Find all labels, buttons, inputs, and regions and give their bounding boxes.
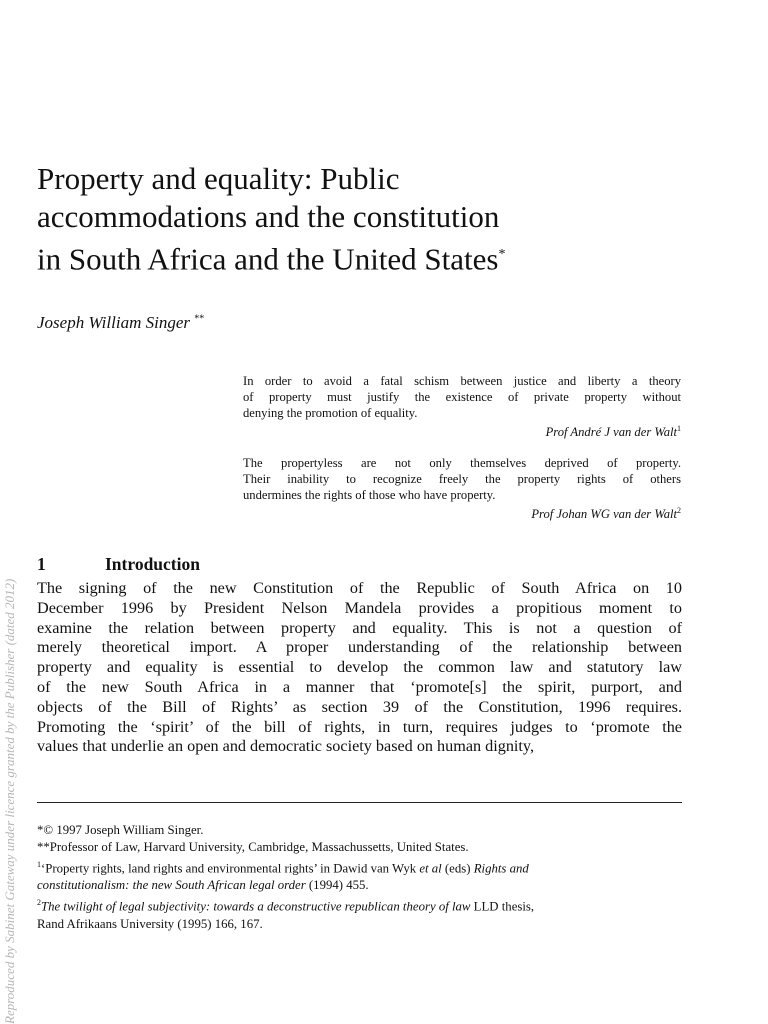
section-title: Introduction: [105, 554, 200, 574]
footnote-1-text-b: (eds): [441, 861, 474, 876]
footnote-2-continued: Rand Afrikaans University (1995) 166, 167.: [37, 916, 263, 931]
epigraph-1: [243, 374, 681, 441]
body-paragraph: [37, 579, 682, 757]
footnote-1-title-b: constitutionalism: the new South African legal order: [37, 878, 306, 893]
footnote-2: [37, 894, 682, 915]
body-line: property and equality is essential to develop the common law and statutory law: [37, 658, 682, 677]
footnote-1-continued: [37, 877, 682, 894]
footnote-2-marker: 2: [37, 898, 41, 908]
author-footnote-marker: **: [194, 313, 205, 325]
body-line: merely theoretical import. A proper understanding of the relationship between: [37, 638, 682, 657]
body-line: Promoting the ‘spirit’ of the bill of rights, in turn, requires judges to ‘promote the: [37, 717, 682, 736]
epigraph-2-attribution: [243, 503, 681, 523]
epigraph-1-line-3: denying the promotion of equality.: [243, 405, 418, 420]
body-line: examine the relation between property and equality. This is not a question of: [37, 618, 682, 637]
epigraph-1-attribution: [243, 421, 681, 441]
epigraph-1-author: Prof André J van der Walt: [545, 425, 677, 440]
footnote-1-marker: 1: [37, 860, 41, 869]
author-name: Joseph William Singer: [37, 313, 190, 332]
epigraph-2-author: Prof Johan WG van der Walt: [531, 507, 677, 522]
epigraph-1-line-2: of property must justify the existence of private property without: [243, 389, 681, 404]
epigraph-2-line-3: undermines the rights of those who have property.: [243, 487, 496, 502]
reproduction-watermark: Reproduced by Sabinet Gateway under licence granted by the Publisher (dated 2012): [2, 578, 17, 1024]
body-line: The signing of the new Constitution of the Republic of South Africa on 10: [37, 579, 682, 597]
footnote-2-title: The twilight of legal subjectivity: towards a deconstructive republican theory of law: [41, 899, 471, 914]
section-heading: [37, 554, 200, 575]
author-byline: [37, 313, 204, 333]
footnote-1-text-a: ‘Property rights, land rights and environmental rights’ in Dawid van Wyk: [41, 861, 420, 876]
epigraph-2-line-2: Their inability to recognize freely the property rights of others: [243, 471, 681, 486]
epigraph-2: [243, 456, 681, 523]
footnote-1-text-c: (1994) 455.: [305, 878, 369, 893]
epigraph-2-ref: 2: [677, 506, 681, 516]
footnote-2-text-a: LLD thesis,: [470, 899, 535, 914]
footnote-1-title-a: Rights and: [473, 861, 529, 876]
article-title: [37, 160, 717, 278]
body-line: of the new South Africa in a manner that ‘promote[s] the spirit, purport, and: [37, 677, 682, 696]
title-line-1: Property and equality: Public: [37, 161, 400, 196]
title-line-3-text: in South Africa and the United States: [37, 241, 499, 277]
footnote-1-etal: et al: [419, 861, 442, 876]
epigraph-2-line-1: The propertyless are not only themselves deprived of property.: [243, 456, 681, 470]
epigraph-1-ref: 1: [677, 424, 681, 434]
epigraph-1-line-1: In order to avoid a fatal schism between justice and liberty a theory: [243, 374, 681, 388]
body-line: December 1996 by President Nelson Mandela provides a propitious moment to: [37, 598, 682, 617]
title-footnote-marker: *: [498, 247, 506, 262]
title-line-2: accommodations and the constitution: [37, 199, 500, 234]
body-line: objects of the Bill of Rights’ as section 39 of the Constitution, 1996 requires.: [37, 697, 682, 716]
footnote-divider: [37, 802, 682, 803]
section-number: 1: [37, 554, 46, 574]
footnote-copyright: *© 1997 Joseph William Singer.: [37, 823, 204, 837]
body-line: values that underlie an open and democratic society based on human dignity,: [37, 737, 535, 756]
title-line-3: [37, 236, 717, 278]
footnote-1: [37, 856, 682, 877]
footnotes: [37, 822, 682, 933]
footnote-author-affiliation: **Professor of Law, Harvard University, Cambridge, Massachussetts, United States.: [37, 840, 469, 854]
